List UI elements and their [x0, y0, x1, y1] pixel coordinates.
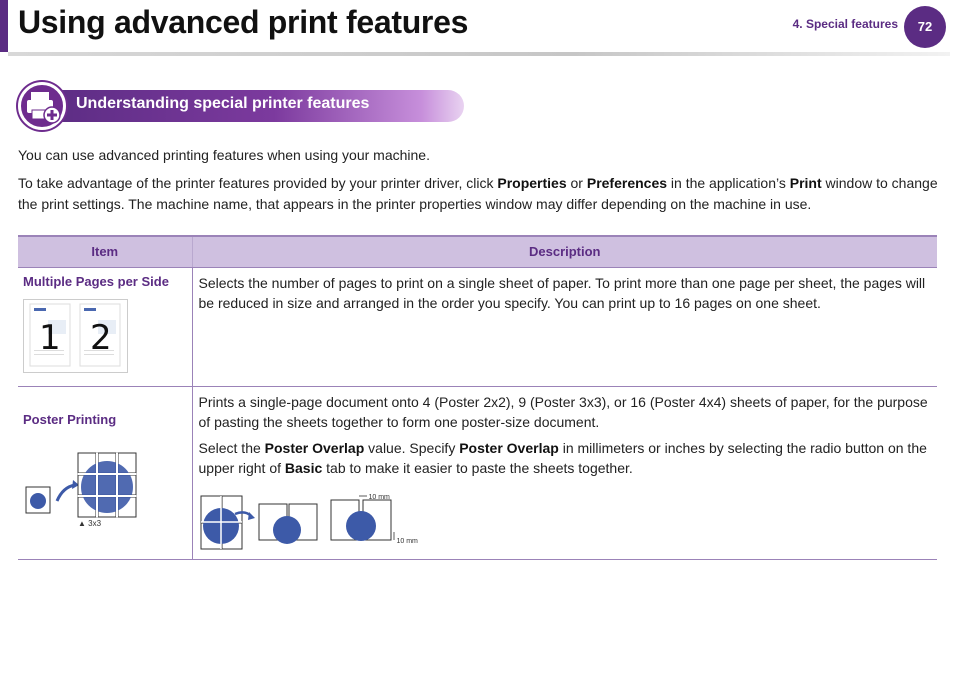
- header-accent-bar: [0, 0, 8, 52]
- page-1-glyph: 1: [39, 317, 61, 358]
- item-name: Multiple Pages per Side: [23, 273, 169, 289]
- basic-tab-term: Basic: [284, 459, 323, 476]
- column-header-description: Description: [192, 236, 937, 267]
- overlap-label-side: 10 mm: [396, 537, 418, 545]
- chapter-label: 4. Special features: [792, 17, 898, 31]
- multiple-pages-description: Selects the number of pages to print on a single sheet of paper. To print more than one page per sheet, the pages will be reduced in size and arranged in the order you specify. You can print up to 16 pages on one sheet.: [198, 274, 926, 311]
- print-term: Print: [789, 175, 822, 191]
- poster-description-2: Select the Poster Overlap value. Specify Poster Overlap in millimeters or inches by selecting the radio button on the upper right of Basic tab to make it easier to paste the sheets together.: [198, 439, 927, 476]
- poster-overlap-figure: [199, 492, 439, 554]
- poster-overlap-term: Poster Overlap: [264, 439, 365, 456]
- poster-description-1: Prints a single-page document onto 4 (Poster 2x2), 9 (Poster 3x3), or 16 (Poster 4x4) sheets of paper, for the purpose of pasting the sheets together to form one poster-size document.: [198, 393, 928, 430]
- column-header-item: Item: [18, 236, 192, 267]
- properties-term: Properties: [497, 175, 567, 191]
- page-2-glyph: 2: [90, 317, 112, 358]
- item-name: Poster Printing: [23, 411, 117, 427]
- preferences-term: Preferences: [586, 175, 668, 191]
- poster-3x3-figure: [23, 445, 183, 528]
- poster-overlap-term: Poster Overlap: [459, 439, 559, 456]
- table-row: [18, 386, 937, 559]
- poster-figure-caption: ▲ 3x3: [78, 518, 102, 528]
- multiple-pages-figure: [23, 299, 128, 373]
- intro-paragraph-2: To take advantage of the printer features provided by your printer driver, click Properties or Preferences in the application’s Print window to change the print settings. The machine name, that appears in the printer properties window may differ depending on the machine in use.: [18, 175, 938, 212]
- printer-plus-icon: [18, 82, 66, 130]
- overlap-label-top: 10 mm: [368, 493, 390, 501]
- page-number-badge: 72: [904, 6, 946, 48]
- features-table: [18, 235, 937, 560]
- intro-paragraph-1: You can use advanced printing features when using your machine.: [18, 147, 430, 163]
- table-row: [18, 267, 937, 386]
- section-title: Understanding special printer features: [76, 95, 370, 112]
- title-divider: [8, 52, 950, 56]
- page-title: Using advanced print features: [18, 4, 469, 40]
